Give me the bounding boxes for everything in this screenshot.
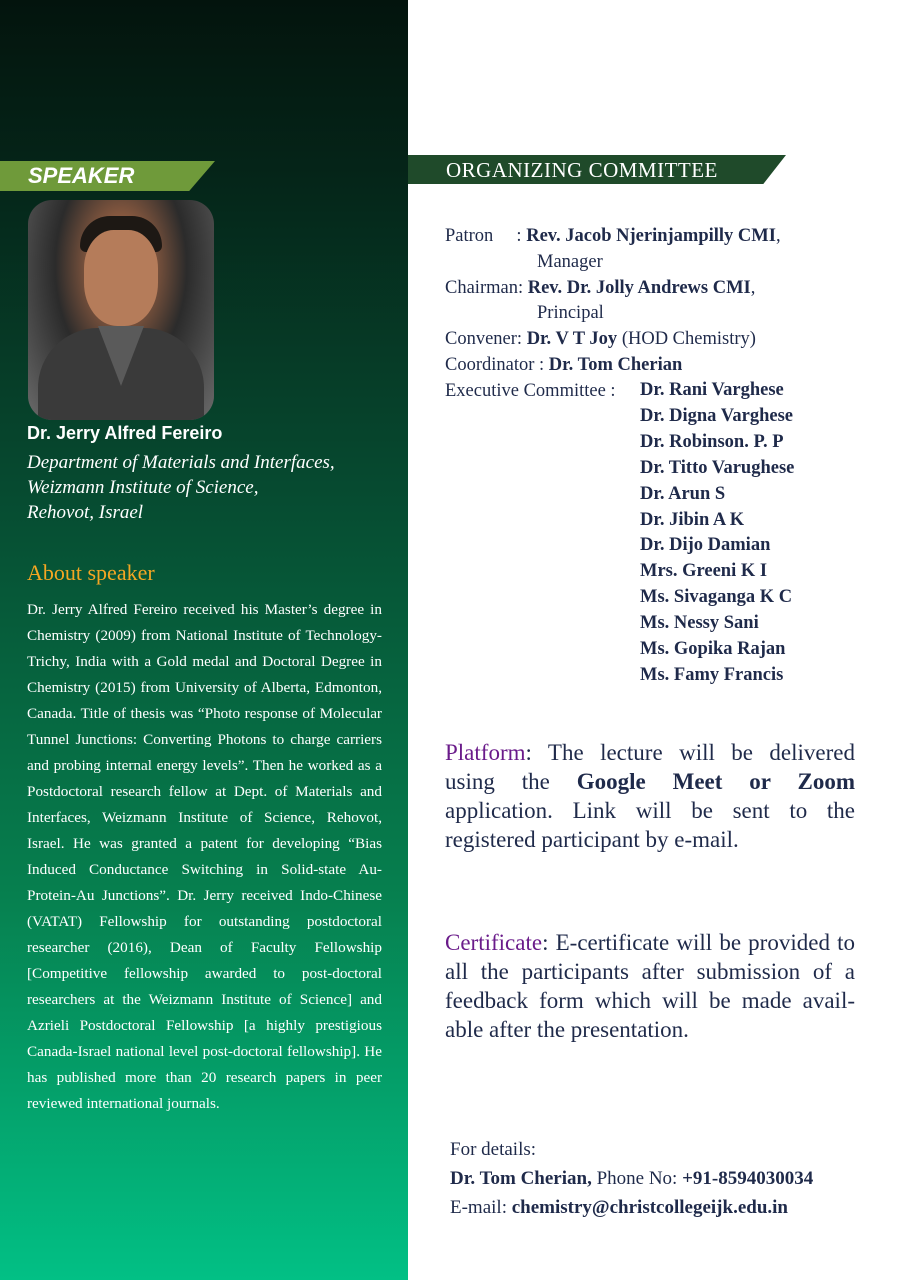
executive-member: Dr. Dijo Damian — [640, 535, 771, 556]
executive-member: Dr. Titto Varughese — [640, 457, 795, 478]
coordinator-name: Dr. Tom Cherian — [548, 355, 683, 375]
contact-block — [450, 1135, 813, 1222]
chairman-line: Chairman: Rev. Dr. Jolly Andrews CMI, — [445, 278, 756, 298]
executive-member: Ms. Sivaganga K C — [640, 587, 793, 608]
chairman-label: Chairman: — [445, 278, 528, 298]
executive-member: Ms. Gopika Rajan — [640, 639, 786, 660]
executive-member: Dr. Arun S — [640, 483, 726, 504]
speaker-section-label: SPEAKER — [28, 163, 135, 188]
phone-number[interactable]: +91-8594030034 — [682, 1168, 814, 1189]
chairman-name: Rev. Dr. Jolly Andrews CMI — [527, 278, 751, 298]
platform-paragraph — [445, 738, 855, 854]
executive-label: Executive Committee : — [445, 381, 616, 401]
certificate-heading: Certificate — [445, 930, 543, 955]
executive-member: Mrs. Greeni K I — [640, 561, 768, 582]
speaker-photo — [28, 200, 214, 420]
executive-member: Ms. Famy Francis — [640, 664, 784, 685]
speaker-name: Dr. Jerry Alfred Fereiro — [27, 423, 223, 443]
contact-phone-line — [450, 1164, 813, 1193]
contact-email-line — [450, 1193, 813, 1222]
photo-face — [84, 230, 158, 326]
affiliation-line: Weizmann Institute of Science, — [27, 477, 259, 498]
executive-committee-list — [640, 378, 794, 689]
convener-label: Convener: — [445, 329, 527, 349]
contact-name: Dr. Tom Cherian, — [450, 1168, 592, 1189]
contact-label: For details: — [450, 1139, 537, 1160]
email-link[interactable]: chemistry@christcollegeijk.edu.in — [511, 1197, 788, 1218]
about-speaker-title: About speaker — [27, 560, 155, 585]
certificate-paragraph — [445, 928, 855, 1044]
organizing-committee-label: ORGANIZING COMMITTEE — [446, 158, 718, 182]
affiliation-line: Department of Materials and Interfaces, — [27, 452, 335, 473]
convener-name: Dr. V T Joy — [526, 329, 618, 349]
certificate-text: : E-certificate will be provided to all the participants after submission of a feedback form which will be made avail-able after the presentation. — [445, 930, 855, 1042]
patron-role: Manager — [537, 252, 603, 272]
convener-line — [445, 326, 756, 352]
patron-label: Patron : — [445, 226, 527, 246]
convener-note: (HOD Chemistry) — [617, 329, 756, 349]
platform-text-before: : The lecture will be delivered using the — [445, 740, 855, 794]
phone-label: Phone No: — [591, 1168, 683, 1189]
patron-name: Rev. Jacob Njerinjampilly CMI — [526, 226, 776, 246]
patron-line: Patron : Rev. Jacob Njerinjampilly CMI, — [445, 226, 781, 246]
platform-heading: Platform — [445, 740, 526, 765]
coordinator-line — [445, 352, 682, 378]
email-label: E-mail: — [450, 1197, 512, 1218]
speaker-affiliation — [27, 450, 397, 525]
executive-member: Dr. Jibin A K — [640, 509, 745, 530]
executive-member: Ms. Nessy Sani — [640, 613, 759, 634]
coordinator-label: Coordinator : — [445, 355, 549, 375]
platform-highlight: Google Meet or Zoom — [576, 769, 855, 794]
platform-text-after: application. Link will be sent to the registered participant by e-mail. — [445, 798, 855, 852]
about-speaker-text: Dr. Jerry Alfred Fereiro received his Master’s degree in Chemistry (2009) from National Institute of Technology-Trichy, India with a Gold medal and Doctoral Degree in Chemistry (2015) from University of Alberta, Edmonton, Canada. Title of thesis was “Photo response of Molecular Tunnel Junctions: Converting Photons to charge carriers and probing internal energy levels”. Then he worked as a Postdoctoral research fellow at Dept. of Materials and Interfaces, Weizmann Institute of Science, Rehovot, Israel. He was granted a patent for developing “Bias Induced Conductance Switching in Solid-state Au-Protein-Au Junctions”. Dr. Jerry received Indo-Chinese (VATAT) Fellowship for outstanding postdoctoral researcher (2016), Dean of Faculty Fellowship [Competitive fellowship awarded to post-doctoral researchers at the Weizmann Institute of Science] and Azrieli Postdoctoral Fellowship [a highly prestigious Canada-Israel national level post-doctoral fellowship]. He has published more than 20 research papers in peer reviewed international journals. — [27, 601, 382, 1112]
chairman-role: Principal — [537, 303, 604, 323]
affiliation-line: Rehovot, Israel — [27, 502, 144, 523]
executive-member: Dr. Digna Varghese — [640, 405, 793, 426]
executive-member: Dr. Robinson. P. P — [640, 431, 784, 452]
executive-member: Dr. Rani Varghese — [640, 380, 784, 400]
